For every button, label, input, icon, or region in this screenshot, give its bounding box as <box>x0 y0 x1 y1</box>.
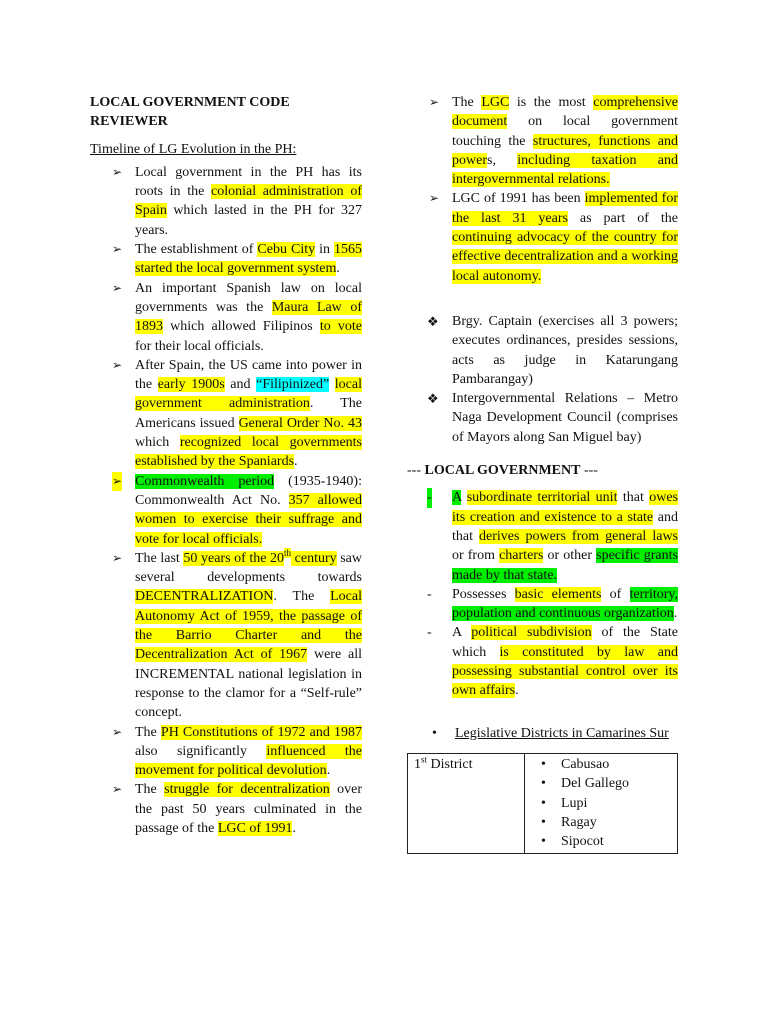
towns-cell <box>525 753 678 853</box>
text-run: The last <box>135 550 184 566</box>
bullet-marker: - <box>427 586 432 602</box>
text-run: The <box>452 95 482 110</box>
highlighted-text: “Filipinized” <box>256 377 330 393</box>
local-government-heading <box>407 461 678 480</box>
list-item <box>407 623 678 700</box>
text-run: on local government touching the <box>452 114 678 149</box>
highlighted-text: Local Autonomy Act of 1959, the passage of the Barrio Charter and the Decentralization Act of 1967 <box>135 589 362 663</box>
text-run: Possesses <box>452 586 515 602</box>
text-run: or other <box>543 548 597 564</box>
highlighted-text: derives powers from general laws <box>479 528 678 544</box>
text-run: The <box>135 782 165 798</box>
bullet-marker: - <box>427 488 432 507</box>
text-run: over the past 50 years culminated in the passage of the <box>135 782 363 836</box>
text-run: LGC of 1991 has been <box>452 191 585 207</box>
highlighted-text: century <box>291 550 337 566</box>
bullet-marker: ➢ <box>112 724 123 739</box>
district-ordinal: st <box>421 754 428 765</box>
bullet-marker: ❖ <box>427 313 439 329</box>
highlighted-text: specific grants made by that state. <box>452 548 678 583</box>
lgc-list <box>407 93 678 286</box>
text-run: or from <box>452 548 500 564</box>
town-item: • Lupi <box>529 794 673 813</box>
highlighted-text: LGC <box>481 95 510 110</box>
text-run: Intergovernmental Relations – Metro Naga Development Council (comprises of Mayors along San Miguel bay) <box>452 391 678 445</box>
highlighted-text: is constituted by law and possessing substantial control over its own affairs <box>452 644 678 699</box>
text-run <box>329 377 335 392</box>
text-run: Brgy. Captain (exercises all 3 powers; executes ordinances, presides sessions, acts as judge in Katarungang Pambarangay) <box>452 313 678 387</box>
heading-dashes-left: --- <box>407 463 425 479</box>
list-item <box>90 279 362 356</box>
text-run: that <box>617 490 650 506</box>
text-run: . <box>673 606 678 622</box>
highlighted-text: basic elements <box>514 586 602 602</box>
highlighted-text: General Order No. 43 <box>238 415 362 431</box>
highlighted-text: 1565 <box>334 242 362 258</box>
text-run: . <box>294 454 298 470</box>
text-run: The <box>135 724 161 740</box>
highlighted-text: LGC of 1991 <box>217 820 293 836</box>
highlighted-text: local government administration <box>135 377 363 412</box>
list-item <box>90 240 362 279</box>
list-item <box>407 488 678 584</box>
bullet-marker: ➢ <box>112 550 123 565</box>
bullet-marker: ➢ <box>112 357 123 372</box>
highlighted-text: A <box>452 490 462 506</box>
definition-list <box>407 488 678 700</box>
text-run: . <box>292 820 296 836</box>
list-item <box>90 780 362 838</box>
district-label: District <box>427 756 473 772</box>
list-item <box>90 356 362 472</box>
list-item <box>90 163 362 240</box>
list-item <box>407 189 678 285</box>
text-run: is the most <box>509 95 594 110</box>
document-title: LOCAL GOVERNMENT CODE REVIEWER <box>90 95 290 130</box>
town-item: • Ragay <box>529 813 673 832</box>
highlighted-text: th <box>284 548 292 559</box>
list-item <box>407 585 678 624</box>
town-item: • Cabusao <box>529 755 673 774</box>
text-run: . <box>515 683 519 699</box>
highlighted-text: subordinate territorial unit <box>466 490 618 506</box>
highlighted-text: to vote <box>319 319 363 335</box>
text-run: which allowed Filipinos <box>163 319 320 335</box>
list-item <box>90 472 362 549</box>
highlighted-text: comprehensive document <box>452 95 678 130</box>
text-run: . The Americans issued <box>135 396 363 431</box>
bullet-marker: ➢ <box>112 242 123 257</box>
text-run: for their local officials. <box>135 338 264 354</box>
highlighted-text: PH Constitutions of 1972 and 1987 <box>160 724 362 740</box>
districts-table <box>407 753 678 854</box>
text-run: An important Spanish law on local governments was the <box>135 280 362 315</box>
text-run: which <box>135 435 180 451</box>
highlighted-text: recognized local governments established by the Spaniards <box>135 435 363 470</box>
text-run: as part of the <box>567 210 678 226</box>
highlighted-text: colonial administration of Spain <box>135 184 362 219</box>
highlighted-text: continuing advocacy of the country for effective decentralization and a working local autonomy. <box>452 230 678 284</box>
text-run: also significantly <box>135 743 267 759</box>
highlighted-text: structures, functions and power <box>452 133 678 168</box>
text-run: . The <box>273 589 331 605</box>
text-run: in <box>315 242 334 258</box>
bullet-dot: • <box>432 725 437 741</box>
table-row <box>408 753 678 853</box>
text-run: (1935-1940): Commonwealth Act No. <box>135 473 362 508</box>
list-item <box>407 312 678 389</box>
text-run: and <box>224 377 257 393</box>
highlighted-text: struggle for decentralization <box>164 782 330 798</box>
text-run: of the State which <box>452 625 678 660</box>
highlighted-text: charters <box>499 548 544 564</box>
district-number: 1 <box>414 756 421 772</box>
districts-heading-text: Legislative Districts in Camarines Sur <box>455 725 669 741</box>
highlighted-text: Maura Law of 1893 <box>135 299 362 335</box>
town-item: • Del Gallego <box>529 774 673 793</box>
highlighted-text: owes its creation and existence to a state <box>452 490 679 525</box>
left-column <box>90 93 362 838</box>
highlighted-text: political subdivision <box>471 625 592 641</box>
bullet-marker: ➢ <box>112 782 123 797</box>
highlighted-text: DECENTRALIZATION <box>135 589 274 605</box>
highlighted-text: early 1900s <box>157 377 225 393</box>
heading-dashes-right: --- <box>580 463 598 479</box>
highlighted-text: including taxation and intergovernmental relations. <box>452 152 678 188</box>
text-run: and that <box>452 509 678 544</box>
list-item <box>407 389 678 447</box>
right-column <box>407 93 678 854</box>
text-run: After Spain, the US came into power in the <box>135 357 362 393</box>
highlighted-text: started the local government system <box>135 261 337 277</box>
districts-heading <box>407 724 678 743</box>
list-item <box>90 549 362 723</box>
town-item: • Sipocot <box>529 832 673 851</box>
highlighted-text: Commonwealth period <box>135 473 275 489</box>
bullet-marker: - <box>427 625 432 641</box>
text-run: A <box>452 625 472 641</box>
list-item <box>407 93 678 189</box>
highlighted-text: influenced the movement for political devolution <box>135 743 362 779</box>
highlighted-text: territory, population and continuous organization <box>452 586 678 622</box>
bullet-marker: ➢ <box>429 191 440 206</box>
text-run: Local government in the PH has its roots in the <box>135 164 362 200</box>
heading-text: LOCAL GOVERNMENT <box>424 463 581 479</box>
text-run <box>461 490 466 505</box>
highlighted-text: implemented for the last 31 years <box>452 191 678 226</box>
text-run: saw several developments towards <box>135 550 362 586</box>
text-run: The establishment of <box>135 242 258 258</box>
timeline-heading: Timeline of LG Evolution in the PH: <box>90 141 297 157</box>
highlighted-text: 50 years of the 20 <box>183 550 285 566</box>
highlighted-text: 357 allowed women to exercise their suffrage and vote for local officials. <box>135 492 362 547</box>
timeline-list <box>90 163 362 838</box>
bullet-marker: ➢ <box>112 472 122 491</box>
bullet-marker: ➢ <box>112 280 123 295</box>
text-run: were all INCREMENTAL national legislation in response to the clamor for a “Self-rule” concept. <box>135 647 362 721</box>
text-run: s, <box>487 152 518 168</box>
bullet-marker: ❖ <box>427 391 439 407</box>
bullet-marker: ➢ <box>429 95 440 109</box>
list-item <box>90 723 362 781</box>
text-run: which lasted in the PH for 327 years. <box>135 203 362 238</box>
text-run: of <box>601 586 630 602</box>
text-run: . <box>336 261 340 277</box>
district-name-cell <box>408 753 525 853</box>
diamond-list <box>407 312 678 447</box>
highlighted-text: Cebu City <box>257 242 316 258</box>
text-run: . <box>326 763 331 779</box>
towns-list <box>529 755 673 851</box>
bullet-marker: ➢ <box>112 164 123 179</box>
